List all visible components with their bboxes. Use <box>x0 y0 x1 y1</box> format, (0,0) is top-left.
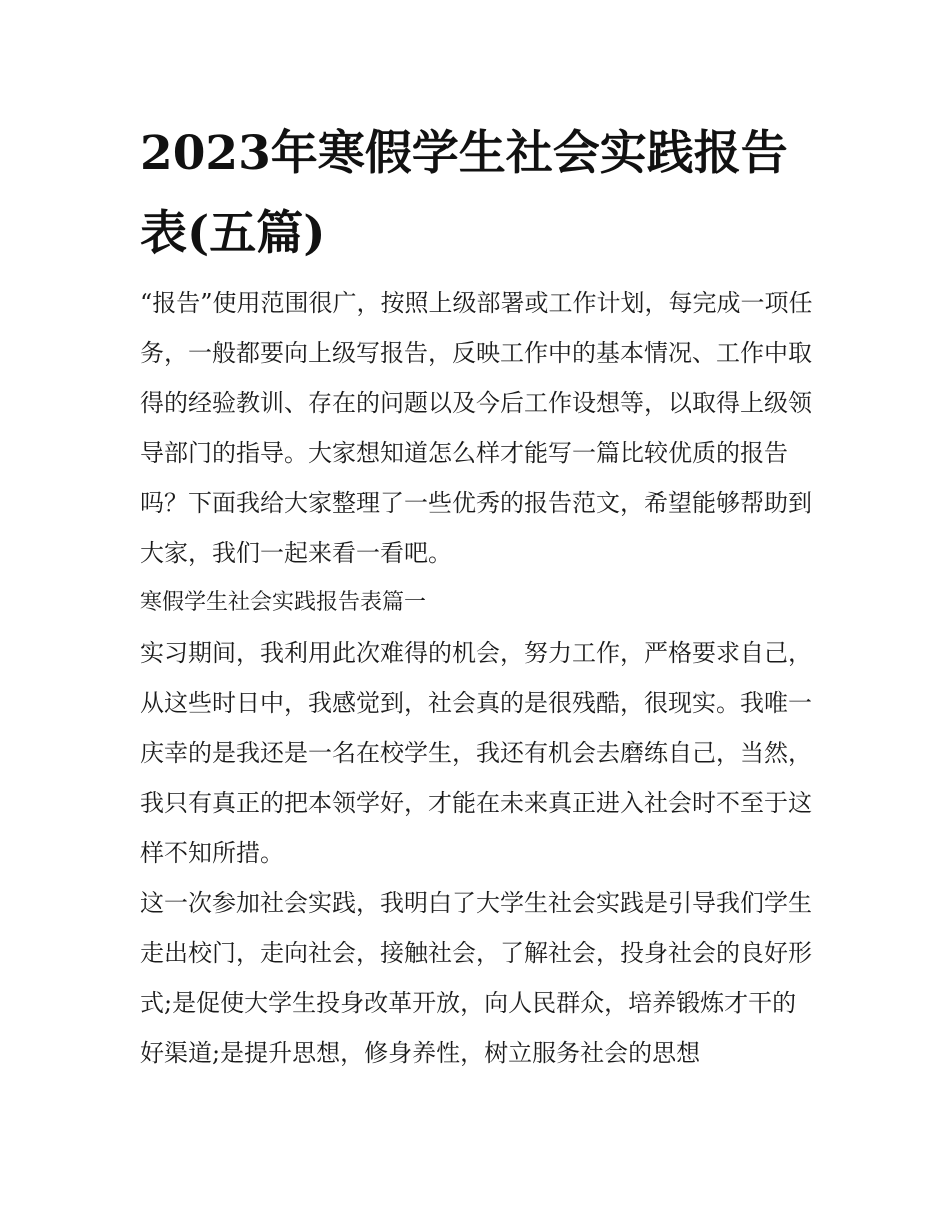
intro-paragraph: “报告”使用范围很广，按照上级部署或工作计划，每完成一项任务，一般都要向上级写报告，反映工作中的基本情况、工作中取得的经验教训、存在的问题以及今后工作设想等，以取得上级领导部门的指导。大家想知道怎么样才能写一篇比较优质的报告吗？下面我给大家整理了一些优秀的报告范文，希望能够帮助到大家，我们一起来看一看吧。 <box>140 289 813 567</box>
section-heading: 寒假学生社会实践报告表篇一 <box>140 590 427 615</box>
body-paragraph: 这一次参加社会实践，我明白了大学生社会实践是引导我们学生走出校门，走向社会，接触社会，了解社会，投身社会的良好形式;是促使大学生投身改革开放，向人民群众，培养锻炼才干的好渠道;是提升思想，修身养性，树立服务社会的思想 <box>140 889 812 1067</box>
body-paragraph: 实习期间，我利用此次难得的机会，努力工作，严格要求自己，从这些时日中，我感觉到，社会真的是很残酷，很现实。我唯一庆幸的是我还是一名在校学生，我还有机会去磨练自己，当然，我只有真正的把本领学好，才能在未来真正进入社会时不至于这样不知所措。 <box>140 639 812 867</box>
document-body <box>140 278 814 1078</box>
document-title: 2023年寒假学生社会实践报告表(五篇) <box>140 126 788 261</box>
